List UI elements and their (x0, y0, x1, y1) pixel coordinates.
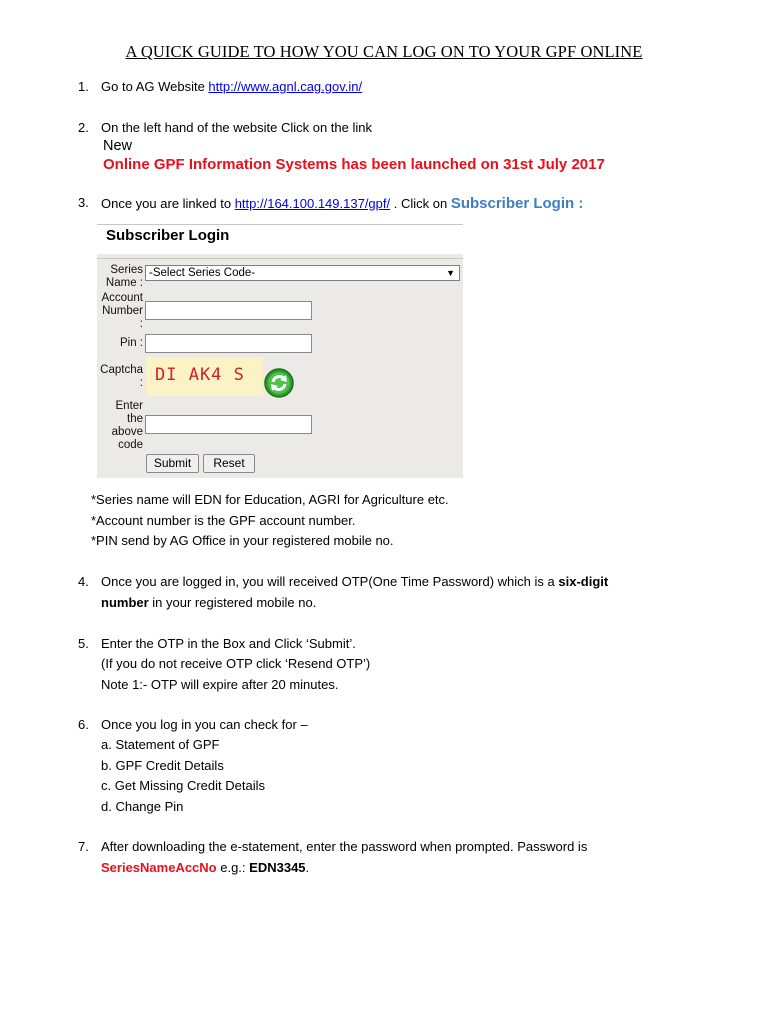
step-1-number: 1. (78, 79, 89, 94)
enter-code-label (97, 400, 143, 452)
account-label-line: Account (101, 292, 143, 304)
series-code-select[interactable] (145, 265, 460, 281)
series-label-line: Series (110, 264, 143, 276)
launch-announcement: Online GPF Information Systems has been launched on 31st July 2017 (103, 156, 605, 173)
pin-label: Pin : (119, 337, 143, 349)
step-3-label-after: . Click on (390, 196, 451, 211)
panel-header (97, 225, 463, 254)
ag-website-link[interactable]: http://www.agnl.cag.gov.in/ (208, 79, 363, 94)
captcha-image (146, 357, 263, 396)
refresh-icon[interactable] (263, 367, 295, 399)
account-label-line: : (139, 318, 143, 330)
step-7-end: . (305, 860, 310, 875)
list-item: a. Statement of GPF (101, 737, 220, 752)
example-prefix: e.g.: (216, 860, 250, 875)
step-7-line-1: After downloading the e-statement, enter the password when prompted. Password is (101, 839, 588, 854)
step-4-line-1 (101, 574, 608, 589)
step-4-line-2 (101, 595, 316, 610)
page-title: A QUICK GUIDE TO HOW YOU CAN LOG ON TO YOUR GPF ONLINE (125, 42, 643, 61)
chevron-down-icon: ▼ (446, 268, 455, 278)
subscriber-login-panel (97, 224, 463, 478)
step-1-label: Go to AG Website (101, 79, 209, 94)
account-number-input[interactable] (145, 301, 312, 320)
password-example: EDN3345 (249, 860, 306, 875)
captcha-label: Captcha : (100, 364, 143, 389)
step-4-number: 4. (78, 574, 89, 589)
note-series: *Series name will EDN for Education, AGRI for Agriculture etc. (91, 492, 449, 507)
number-emphasis: number (101, 595, 149, 610)
step-5-line-1: Enter the OTP in the Box and Click ‘Submit’. (101, 636, 356, 651)
step-4-text: Once you are logged in, you will received OTP(One Time Password) which is a (101, 574, 559, 589)
six-digit-emphasis: six-digit (558, 574, 609, 589)
step-6-line-1: Once you log in you can check for – (101, 717, 308, 732)
series-select-value: -Select Series Code- (149, 267, 256, 279)
list-item: c. Get Missing Credit Details (101, 778, 265, 793)
captcha-text: DI AK4 S (155, 365, 245, 385)
step-4-text-end: in your registered mobile no. (148, 595, 317, 610)
step-7-line-2 (101, 860, 309, 875)
step-2-text: On the left hand of the website Click on the link (101, 120, 372, 135)
new-label: New (103, 138, 133, 154)
panel-divider (97, 258, 463, 259)
pin-input[interactable] (145, 334, 312, 353)
series-name-label (99, 264, 143, 290)
password-format: SeriesNameAccNo (101, 860, 217, 875)
step-2-number: 2. (78, 120, 89, 135)
step-3-label: Once you are linked to (101, 196, 235, 211)
step-5-line-2: (If you do not receive OTP click ‘Resend OTP’) (101, 656, 371, 671)
account-number-label (97, 292, 143, 331)
step-6-number: 6. (78, 717, 89, 732)
submit-button[interactable]: Submit (146, 454, 199, 473)
note-account: *Account number is the GPF account number. (91, 513, 356, 528)
code-label-line: the (127, 413, 143, 425)
step-5-note: Note 1:- OTP will expire after 20 minutes. (101, 677, 339, 692)
list-item: d. Change Pin (101, 799, 184, 814)
step-3-text (101, 195, 583, 212)
code-label-line: Enter (115, 400, 143, 412)
subscriber-login-link[interactable]: Subscriber Login : (450, 195, 584, 212)
step-5-number: 5. (78, 636, 89, 651)
code-label-line: above (111, 426, 143, 438)
list-item: b. GPF Credit Details (101, 758, 224, 773)
gpf-portal-link[interactable]: http://164.100.149.137/gpf/ (234, 196, 391, 211)
series-label-line: Name : (105, 277, 143, 289)
account-label-line: Number (102, 305, 143, 317)
step-7-number: 7. (78, 839, 89, 854)
code-label-line: code (118, 439, 143, 451)
step-3-number: 3. (78, 195, 89, 210)
captcha-code-input[interactable] (145, 415, 312, 434)
note-pin: *PIN send by AG Office in your registered mobile no. (91, 533, 394, 548)
panel-title: Subscriber Login (106, 227, 230, 244)
reset-button[interactable]: Reset (203, 454, 255, 473)
step-1-text (101, 79, 362, 94)
